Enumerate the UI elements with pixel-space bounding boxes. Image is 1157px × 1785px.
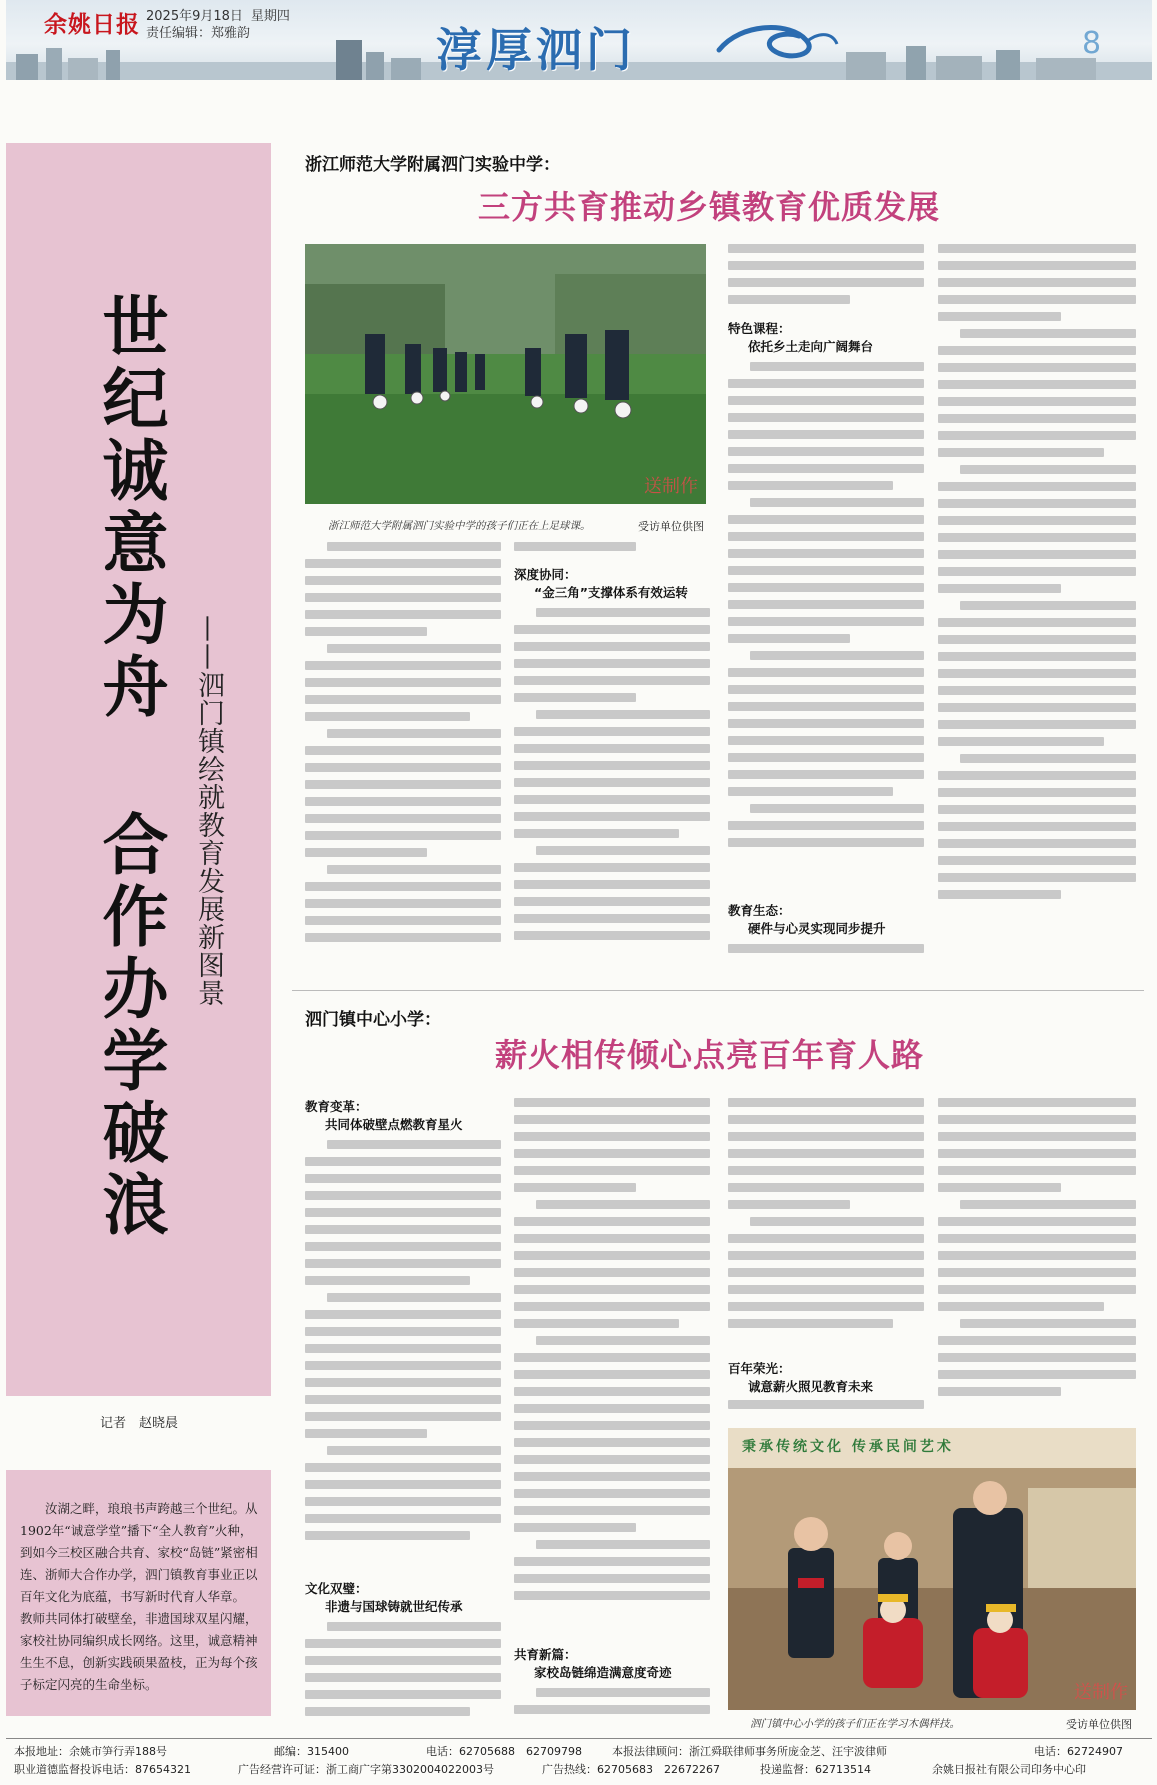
article1-photo-credit: 受访单位供图 <box>638 520 704 533</box>
soccer-class-photo <box>305 244 706 504</box>
feature-title-line1: 世纪诚意为舟 <box>91 292 168 724</box>
footer-ad-license: 广告经营许可证：浙工商广字第3302004022003号 <box>238 1763 494 1776</box>
article1-column2-intro <box>514 542 710 560</box>
feature-title-line2: 合作办学破浪 <box>91 809 168 1242</box>
photo-banner-text: 秉承传统文化 传承民间艺术 <box>742 1439 954 1455</box>
feature-intro-box <box>6 1470 271 1716</box>
footer-postcode: 邮编：315400 <box>274 1745 349 1758</box>
article2-column3-bottom <box>728 1400 924 1422</box>
footer-legal-counsel: 本报法律顾问：浙江舜联律师事务所庞金芝、汪宇波律师 <box>612 1745 887 1758</box>
puppetry-class-photo <box>728 1428 1136 1710</box>
footer-phone2: 电话：62724907 <box>1034 1745 1123 1758</box>
issue-info <box>146 8 298 42</box>
article1-photo-caption: 浙江师范大学附属泗门实验中学的孩子们正在上足球课。 <box>328 520 591 532</box>
footer-address: 本报地址：余姚市笋行弄188号 <box>14 1745 167 1758</box>
article2-headline: 薪火相传倾心点亮百年育人路 <box>495 1036 925 1074</box>
article2-photo-credit: 受访单位供图 <box>1066 1718 1132 1731</box>
article1-column3-text <box>728 362 924 882</box>
article2-column3-text <box>728 1098 924 1356</box>
article2-subhead4: 百年荣光： 诚意薪火照见教育未来 <box>728 1361 874 1394</box>
page-number: 8 <box>1082 26 1102 61</box>
feature-main-title <box>91 292 168 1242</box>
article2-subhead2: 文化双璧： 非遗与国球铸就世纪传承 <box>305 1581 463 1614</box>
article-divider <box>292 990 1144 991</box>
article2-photo-caption: 泗门镇中心小学的孩子们正在学习木偶样技。 <box>750 1718 960 1730</box>
article2-photo-watermark: 送制作 <box>1074 1682 1128 1703</box>
article1-column2-text <box>514 608 710 964</box>
masthead-banner <box>6 0 1152 80</box>
article1-subhead2: 特色课程： 依托乡土走向广阔舞台 <box>728 321 874 354</box>
section-title: 淳厚泗门 <box>436 23 636 77</box>
article2-subhead3: 共育新篇： 家校岛链绵造满意度奇迹 <box>514 1647 672 1680</box>
feature-subtitle: ——泗门镇绘就教育发展新图景 <box>193 615 224 1007</box>
article1-photo-watermark: 送制作 <box>644 476 698 497</box>
article1-school: 浙江师范大学附属泗门实验中学： <box>305 155 560 175</box>
footer-printer: 余姚日报社有限公司印务中心印 <box>932 1763 1086 1776</box>
footer-delivery-supervision: 投递监督：62713514 <box>760 1763 871 1776</box>
article1-column3-top <box>728 244 924 314</box>
article1-column3-bottom <box>728 944 924 966</box>
page-editor: 责任编辑：郑雅韵 <box>146 26 251 41</box>
article2-subhead1: 教育变革： 共同体破壁点燃教育星火 <box>305 1099 463 1132</box>
article2-column2-bottom <box>514 1688 710 1734</box>
reporter-byline: 记者 赵晓晨 <box>100 1416 179 1431</box>
issue-date: 2025年9月18日 <box>146 9 243 24</box>
article1-column4-text <box>938 244 1136 966</box>
footer-phone1: 电话：62705688 62709798 <box>426 1745 582 1758</box>
article2-column1-text <box>305 1140 501 1570</box>
article2-column2-text <box>514 1098 710 1638</box>
article2-photo-puppetry <box>728 1428 1136 1710</box>
page-footer <box>6 1738 1152 1783</box>
article2-column1-bottom <box>305 1622 501 1732</box>
swirl-logo-icon <box>711 20 841 64</box>
article1-photo-soccer <box>305 244 706 504</box>
article1-headline: 三方共育推动乡镇教育优质发展 <box>478 188 941 226</box>
issue-weekday: 星期四 <box>250 9 290 24</box>
article2-column4-text <box>938 1098 1136 1408</box>
feature-intro-text: 汝湖之畔，琅琅书声跨越三个世纪。从1902年“诚意学堂”播下“全人教育”火种，到如今三校区融合共育、家校“岛链”紧密相连、浙师大合作办学，泗门镇教育事业正以百年文化为底蕴，书写新时代育人华章。 教师共同体打破壁垒，非遗国球双星闪耀，家校社协同编织成长网络。这里，诚意精神生生不息，创新实践硕果盈枝，正为每个孩子标定闪亮的生命坐标。 <box>20 1501 258 1692</box>
footer-complaint-phone: 职业道德监督投诉电话：87654321 <box>14 1763 191 1776</box>
article1-subhead3: 教育生态： 硬件与心灵实现同步提升 <box>728 903 886 936</box>
newspaper-logo: 余姚日报 <box>44 11 140 38</box>
footer-ad-hotline: 广告热线：62705683 22672267 <box>542 1763 720 1776</box>
article1-column1-text <box>305 542 501 962</box>
article1-subhead1: 深度协同： “金三角”支撑体系有效运转 <box>514 567 688 600</box>
article2-school: 泗门镇中心小学： <box>305 1010 441 1030</box>
